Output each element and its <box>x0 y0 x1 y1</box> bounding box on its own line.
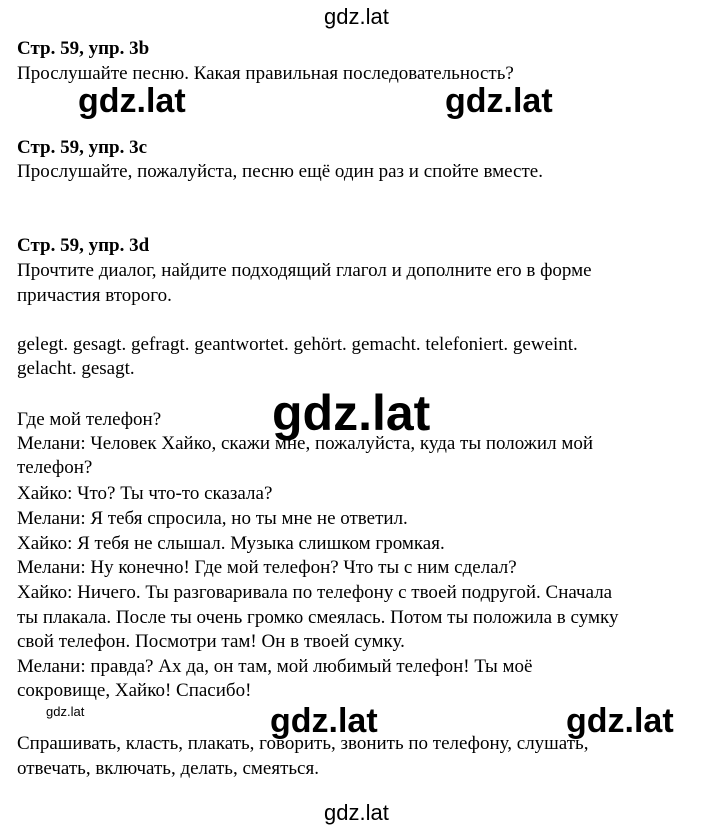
dialog-line-8: Хайко: Ничего. Ты разговаривала по телефону с твоей подругой. Сначала <box>17 582 613 603</box>
text-3d-line-2: причастия второго. <box>17 285 172 306</box>
text-3b-line-1: Прослушайте песню. Какая правильная последовательность? <box>17 63 514 84</box>
dialog-line-11: Мелани: правда? Ах да, он там, мой любимый телефон! Ты моё <box>17 656 533 677</box>
watermark-center: gdz.lat <box>272 385 431 441</box>
dialog-line-7: Мелани: Ну конечно! Где мой телефон? Что ты с ним сделал? <box>17 557 517 578</box>
dialog-line-9: ты плакала. После ты очень громко смеялась. Потом ты положила в сумку <box>17 607 619 628</box>
heading-3b: Стр. 59, упр. 3b <box>17 38 150 59</box>
word-list-line-1: Спрашивать, класть, плакать, говорить, звонить по телефону, слушать, <box>17 733 589 754</box>
watermark-row1-right: gdz.lat <box>445 82 553 120</box>
heading-3d: Стр. 59, упр. 3d <box>17 235 150 256</box>
dialog-line-4: Хайко: Что? Ты что-то сказала? <box>17 483 273 504</box>
text-3c-line-1: Прослушайте, пожалуйста, песню ещё один раз и спойте вместе. <box>17 161 543 182</box>
watermark-row2-right: gdz.lat <box>566 702 674 740</box>
watermark-small-left: gdz.lat <box>46 704 85 719</box>
dialog-line-12: сокровище, Хайко! Спасибо! <box>17 680 252 701</box>
watermark-row2-left: gdz.lat <box>270 702 378 740</box>
heading-3c: Стр. 59, упр. 3c <box>17 137 148 158</box>
dialog-line-1: Где мой телефон? <box>17 409 162 430</box>
dialog-line-10: свой телефон. Посмотри там! Он в твоей сумку. <box>17 631 405 652</box>
verbs-line-2: gelacht. gesagt. <box>17 358 135 379</box>
word-list-line-2: отвечать, включать, делать, смеяться. <box>17 758 319 779</box>
dialog-line-6: Хайко: Я тебя не слышал. Музыка слишком громкая. <box>17 533 445 554</box>
dialog-line-5: Мелани: Я тебя спросила, но ты мне не ответил. <box>17 508 408 529</box>
dialog-line-3: телефон? <box>17 457 93 478</box>
watermark-row1-left: gdz.lat <box>78 82 186 120</box>
verbs-line-1: gelegt. gesagt. gefragt. geantwortet. gehört. gemacht. telefoniert. geweint. <box>17 334 578 355</box>
text-3d-line-1: Прочтите диалог, найдите подходящий глагол и дополните его в форме <box>17 260 592 281</box>
dialog-line-2: Мелани: Человек Хайко, скажи мне, пожалуйста, куда ты положил мой <box>17 433 594 454</box>
watermark-bottom: gdz.lat <box>324 800 389 825</box>
watermark-top: gdz.lat <box>324 4 389 29</box>
